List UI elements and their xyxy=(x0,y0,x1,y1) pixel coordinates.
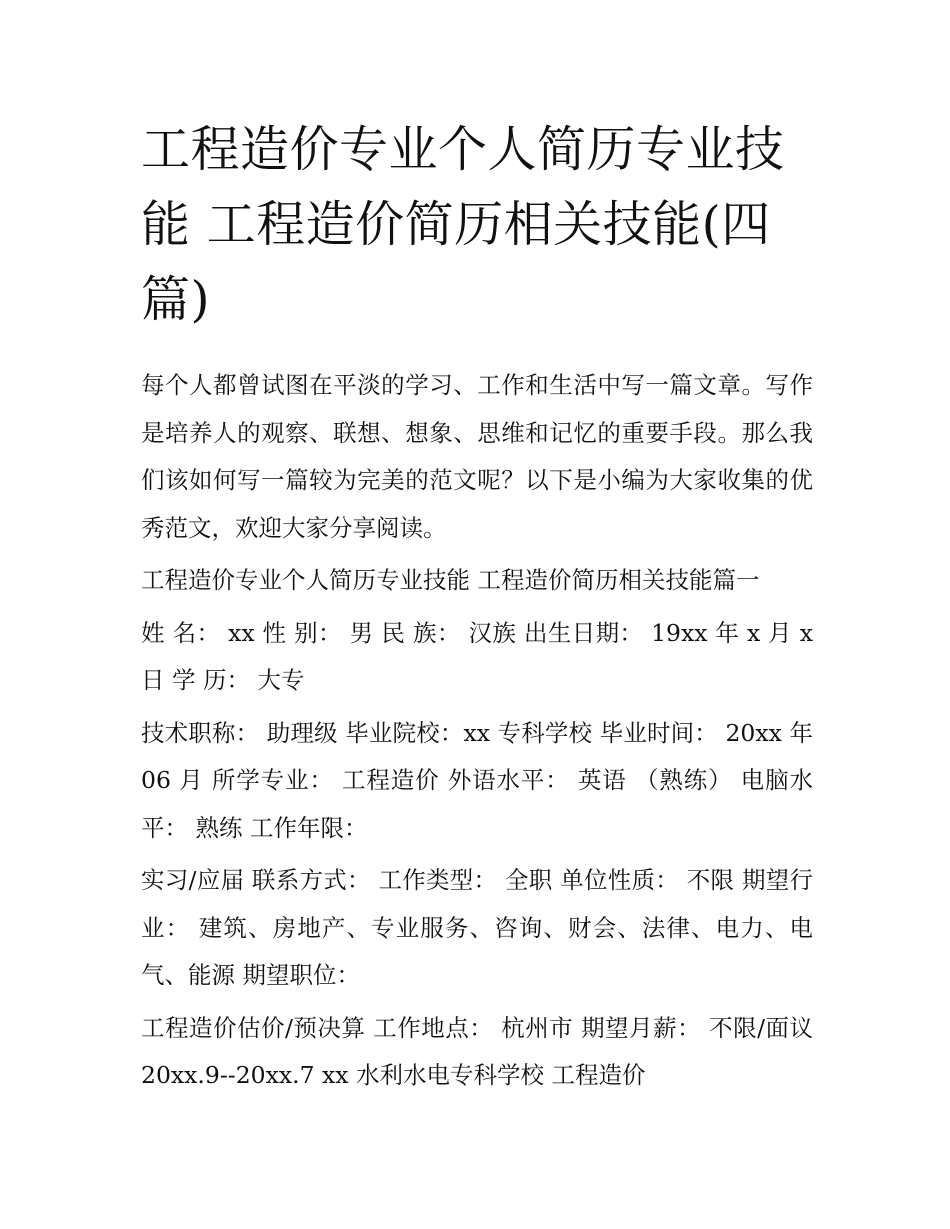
section-heading: 工程造价专业个人简历专业技能 工程造价简历相关技能篇一 xyxy=(141,566,760,594)
job-location-paragraph: 工程造价估价/预决算 工作地点： 杭州市 期望月薪： 不限/面议 20xx.9--20xx.7 xx 水利水电专科学校 工程造价 xyxy=(141,1013,813,1089)
intro-paragraph: 每个人都曾试图在平淡的学习、工作和生活中写一篇文章。写作是培养人的观察、联想、想象、思维和记忆的重要手段。那么我们该如何写一篇较为完美的范文呢？以下是小编为大家收集的优秀范文，欢迎大家分享阅读。 xyxy=(141,371,813,542)
job-intent-paragraph: 实习/应届 联系方式： 工作类型： 全职 单位性质： 不限 期望行业： 建筑、房地产、专业服务、咨询、财会、法律、电力、电气、能源 期望职位： xyxy=(141,866,813,989)
document-page xyxy=(141,112,813,1105)
education-info-paragraph: 技术职称： 助理级 毕业院校：xx 专科学校 毕业时间： 20xx 年 06 月 所学专业： 工程造价 外语水平： 英语 （熟练） 电脑水平： 熟练 工作年限： xyxy=(141,718,813,842)
document-body xyxy=(141,362,813,1100)
personal-info-paragraph: 姓 名： xx 性 别： 男 民 族： 汉族 出生日期： 19xx 年 x 月 x 日 学 历： 大专 xyxy=(141,618,813,694)
document-title: 工程造价专业个人简历专业技能 工程造价简历相关技能(四篇) xyxy=(141,121,785,328)
